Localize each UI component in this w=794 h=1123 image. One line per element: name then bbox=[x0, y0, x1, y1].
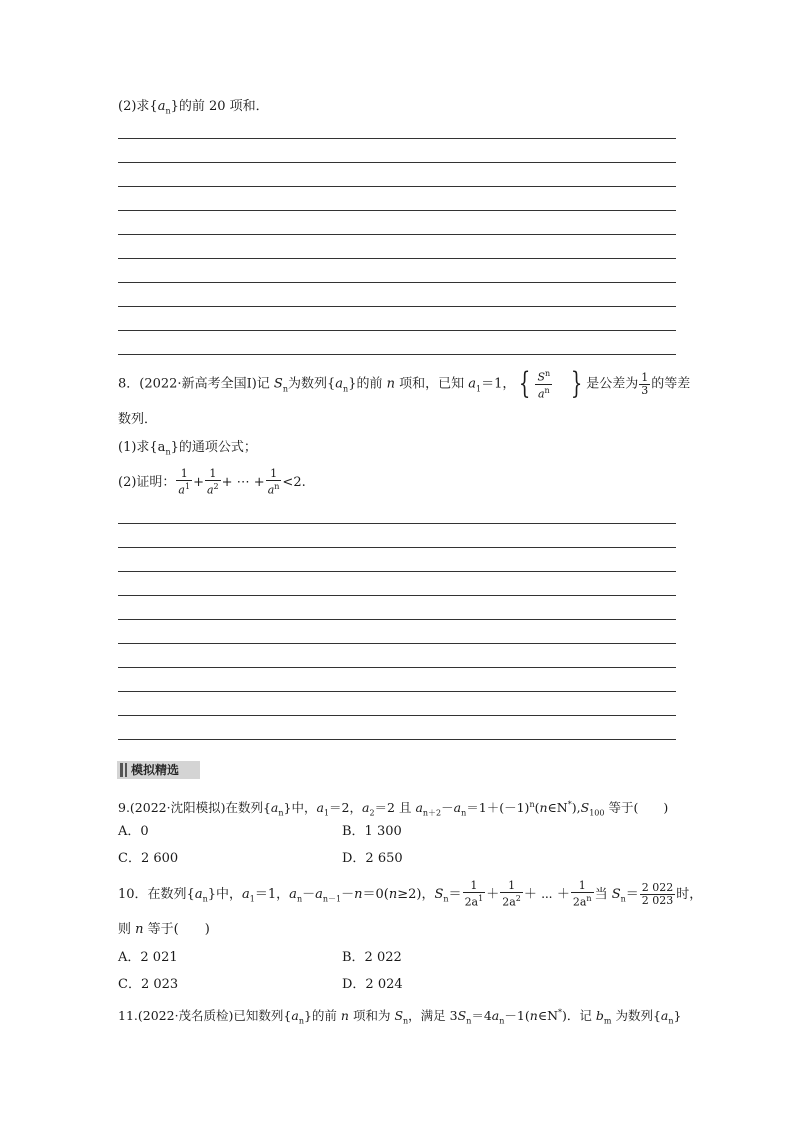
answer-line bbox=[118, 306, 676, 307]
q8-seq-fraction: $\frac{S^n}{a^n}$ bbox=[537, 369, 551, 401]
answer-line bbox=[118, 234, 676, 235]
q9-option-a: A．0 bbox=[118, 824, 149, 839]
q10-option-a: A．2 021 bbox=[118, 950, 178, 965]
q10-option-d: D．2 024 bbox=[342, 977, 403, 992]
answer-line bbox=[118, 691, 676, 692]
q9-option-d: D．2 650 bbox=[342, 851, 403, 866]
section-tag-simulation bbox=[117, 761, 200, 779]
answer-line bbox=[118, 619, 676, 620]
q10-stem: 10．在数列$\{a_n\}$中，$a_1=1$，$a_n-a_{n-1}-n=0(n\ge 2)$，$S_n=$ $\frac{1}{2a^1}$ ＋ $\frac{1}{2a^2}$ ＋ ⋯ ＋ $\frac{1}{2a^n}$ 当 $S_n=$ $\frac{2 022}{2 023}$ 时， bbox=[118, 879, 703, 909]
q7-part2: (2)求$\{a_n\}$的前 20 项和． bbox=[118, 99, 269, 116]
answer-line bbox=[118, 282, 676, 283]
answer-line bbox=[118, 523, 676, 524]
answer-line bbox=[118, 138, 676, 139]
q10-target-ratio: $\frac{2 022}{2 023}$ bbox=[641, 881, 674, 907]
answer-line bbox=[118, 210, 676, 211]
section-label: 模拟精选 bbox=[131, 763, 180, 777]
q8-part1: (1)求$\{a_n\}$的通项公式； bbox=[118, 440, 257, 457]
q8-part2: (2)证明： $\frac{1}{a^1}$ + $\frac{1}{a^2}$ + ⋯ + $\frac{1}{a^n}$ <2. bbox=[118, 467, 306, 497]
answer-line bbox=[118, 258, 676, 259]
answer-line bbox=[118, 571, 676, 572]
q10-stem-line2: 则 n 等于( ) bbox=[118, 922, 210, 937]
q8-stem-line2: 数列． bbox=[118, 412, 158, 427]
q9-option-c: C．2 600 bbox=[118, 851, 179, 866]
answer-line bbox=[118, 354, 676, 355]
q10-option-b: B．2 022 bbox=[342, 950, 402, 965]
answer-line bbox=[118, 547, 676, 548]
answer-line bbox=[118, 667, 676, 668]
answer-line bbox=[118, 715, 676, 716]
answer-line bbox=[118, 595, 676, 596]
q11-stem: 11.(2022·茂名质检)已知数列$\{a_n\}$的前 n 项和为 $S_n$，满足 $3S_n=4a_n-1(n\in N^*)$．记 $b_m$ 为数列$\{a_n\}$ bbox=[118, 1008, 682, 1026]
q8-stem: 8．(2022·新高考全国Ⅰ)记 $S_n$为数列$\{a_n\}$的前 n 项和，已知 $a_1=1$， { $\frac{S^n}{a^n}$ } 是公差为 $\frac{1}{3}$ 的等差 bbox=[118, 366, 691, 402]
q9-stem: 9.(2022·沈阳模拟)在数列$\{a_n\}$中，$a_1=2$，$a_2=2$ 且 $a_{n+2}-a_n=1+(-1)^n(n\in N^*),S_{100}$ 等于( ) bbox=[118, 800, 669, 818]
answer-line bbox=[118, 186, 676, 187]
q10-option-c: C．2 023 bbox=[118, 977, 179, 992]
q8-common-difference: $\frac{1}{3}$ bbox=[641, 370, 649, 397]
section-bar-icon bbox=[120, 763, 123, 777]
section-bar-icon bbox=[125, 763, 127, 777]
answer-line bbox=[118, 643, 676, 644]
answer-line bbox=[118, 330, 676, 331]
answer-line bbox=[118, 162, 676, 163]
q9-option-b: B．1 300 bbox=[342, 824, 402, 839]
answer-line bbox=[118, 739, 676, 740]
